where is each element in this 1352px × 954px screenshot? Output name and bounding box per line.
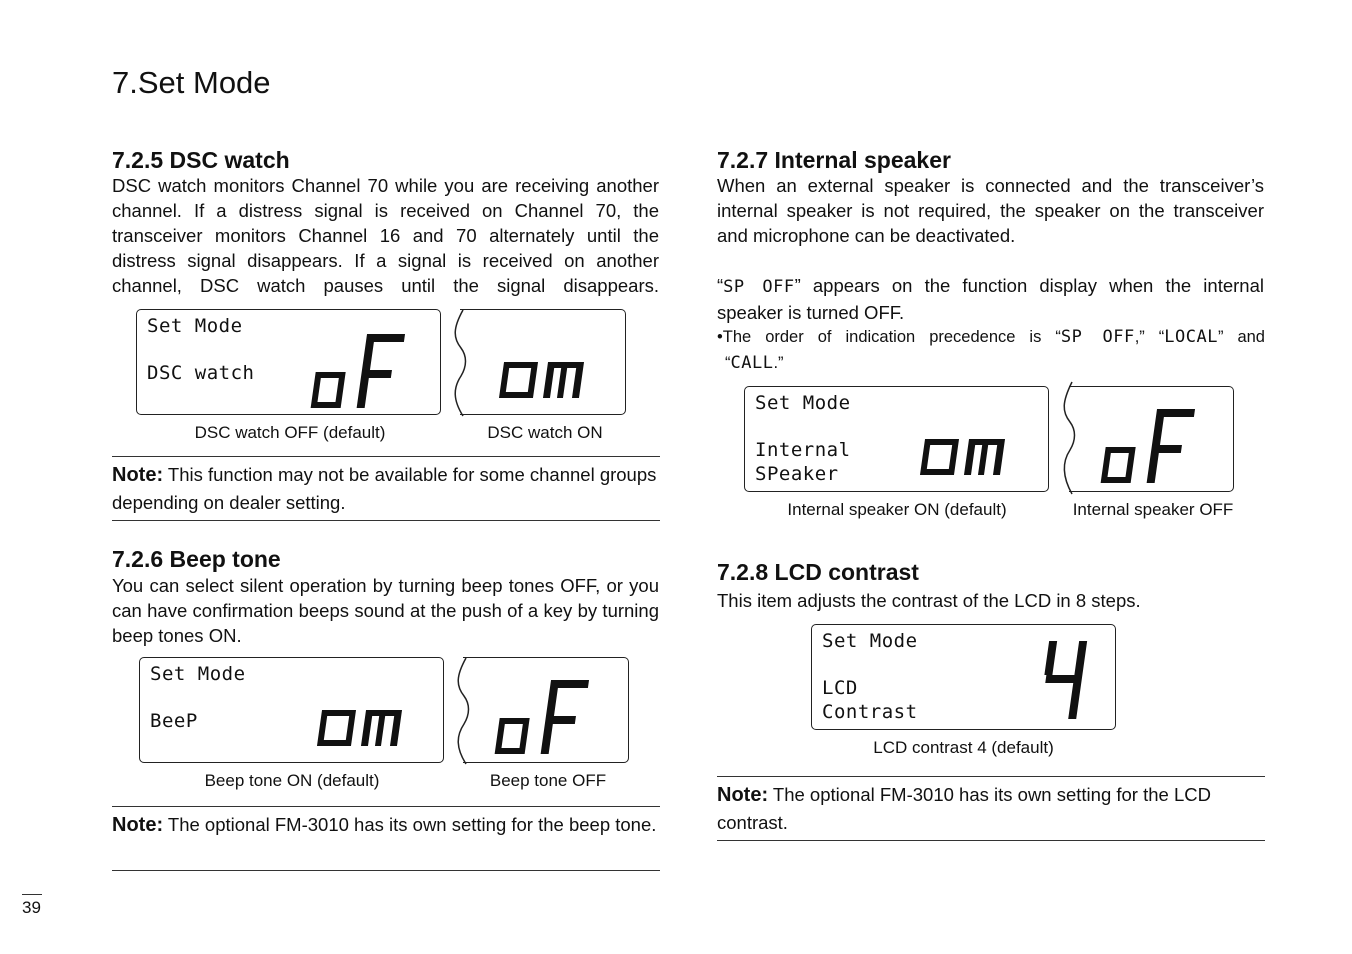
internal-speaker-body: When an external speaker is connected and the transceiver’s internal speaker is not required, the speaker on the transceiver and microphone can be deactivated. xyxy=(717,175,1264,246)
lcd-segment-value-on xyxy=(921,425,1021,485)
note-text: This function may not be available for some channel groups depending on dealer setting. xyxy=(112,464,657,513)
order-sep: ” and xyxy=(1217,328,1265,346)
heading-beep-tone: 7.2.6 Beep tone xyxy=(112,546,281,572)
lcd-display-internal-speaker-alt xyxy=(1069,386,1234,492)
dsc-watch-body: DSC watch monitors Channel 70 while you are receiving another channel. If a distress signal is received on Channel 70, the transceiver monitors Channel 16 and 70 alternately until the distress signal disappears. If a signal is received on another channel, DSC watch pauses until the signal disappears. xyxy=(112,175,659,296)
order-sep: ,” “ xyxy=(1134,328,1165,346)
note-rule-bottom xyxy=(112,870,660,871)
lcd-segment-value-off xyxy=(1107,395,1207,487)
quote-open: “ xyxy=(725,354,731,372)
note-text: The optional FM-3010 has its own setting for the LCD contrast. xyxy=(717,784,1211,833)
sp-off-text: ” appears on the function display when the internal speaker is turned OFF. xyxy=(717,275,1264,323)
note-rule-bottom xyxy=(717,840,1265,841)
order-prefix: •The order of indication precedence is “ xyxy=(717,328,1061,346)
heading-dsc-watch: 7.2.5 DSC watch xyxy=(112,147,290,173)
note-dsc-watch xyxy=(112,461,659,516)
lcd-display-dsc-watch xyxy=(136,309,441,415)
lcd-display-beep-tone xyxy=(139,657,444,763)
caption-dsc-alt: DSC watch ON xyxy=(487,423,603,442)
caption-beep-alt: Beep tone OFF xyxy=(489,771,607,790)
lcd-line-title: Set Mode xyxy=(822,630,918,652)
order-item-sp-off: SP OFF xyxy=(1060,327,1135,347)
lcd-line-item: LCD xyxy=(822,677,858,699)
lcd-line-title: Set Mode xyxy=(755,392,851,414)
caption-lcd-contrast: LCD contrast 4 (default) xyxy=(873,738,1054,757)
chapter-title: 7.Set Mode xyxy=(112,65,271,100)
lcd-segment-value-off xyxy=(501,666,601,758)
note-label: Note: xyxy=(717,784,769,806)
lcd-segment-value-4 xyxy=(1040,635,1100,725)
heading-lcd-contrast: 7.2.8 LCD contrast xyxy=(717,559,919,585)
note-beep-tone xyxy=(112,811,659,839)
order-close: .” xyxy=(773,354,784,372)
heading-internal-speaker: 7.2.7 Internal speaker xyxy=(717,147,951,173)
lcd-display-dsc-watch-alt xyxy=(460,309,626,415)
lcd-contrast-body: This item adjusts the contrast of the LCD in 8 steps. xyxy=(717,590,1141,611)
note-rule-top xyxy=(112,806,660,807)
lcd-line-item-2: SPeaker xyxy=(755,463,839,485)
caption-beep-default: Beep tone ON (default) xyxy=(204,771,380,790)
note-label: Note: xyxy=(112,464,164,486)
sp-off-paragraph xyxy=(717,273,1264,325)
indication-order-line2 xyxy=(725,351,784,375)
lcd-segment-value-off xyxy=(317,320,417,408)
order-item-call: CALL xyxy=(730,353,774,373)
page-number-rule xyxy=(22,894,42,895)
lcd-line-title: Set Mode xyxy=(147,315,243,337)
lcd-segment-value-on xyxy=(318,696,418,756)
lcd-segment-value-on xyxy=(500,348,600,408)
note-rule-top xyxy=(717,776,1265,777)
caption-speaker-default: Internal speaker ON (default) xyxy=(787,500,1007,519)
sp-off-indicator: SP OFF xyxy=(723,277,795,297)
page-number: 39 xyxy=(22,898,41,917)
note-label: Note: xyxy=(112,814,164,836)
caption-dsc-default: DSC watch OFF (default) xyxy=(194,423,386,442)
lcd-line-item: DSC watch xyxy=(147,362,255,384)
caption-speaker-alt: Internal speaker OFF xyxy=(1072,500,1234,519)
quote-open: “ xyxy=(717,275,724,296)
note-text: The optional FM-3010 has its own setting for the beep tone. xyxy=(163,814,657,835)
lcd-line-item: BeeP xyxy=(150,710,198,732)
lcd-display-lcd-contrast xyxy=(811,624,1116,730)
lcd-line-item-2: Contrast xyxy=(822,701,918,723)
lcd-display-beep-tone-alt xyxy=(463,657,629,763)
lcd-display-internal-speaker xyxy=(744,386,1049,492)
beep-tone-body: You can select silent operation by turning beep tones OFF, or you can have confirmation beeps sound at the push of a key by turning beep tones ON. xyxy=(112,575,659,646)
order-item-local: LOCAL xyxy=(1164,327,1218,347)
indication-order-line1 xyxy=(717,325,1265,349)
note-lcd-contrast xyxy=(717,781,1264,836)
note-rule-bottom xyxy=(112,520,660,521)
note-rule-top xyxy=(112,456,660,457)
lcd-line-item: Internal xyxy=(755,439,851,461)
lcd-line-title: Set Mode xyxy=(150,663,246,685)
